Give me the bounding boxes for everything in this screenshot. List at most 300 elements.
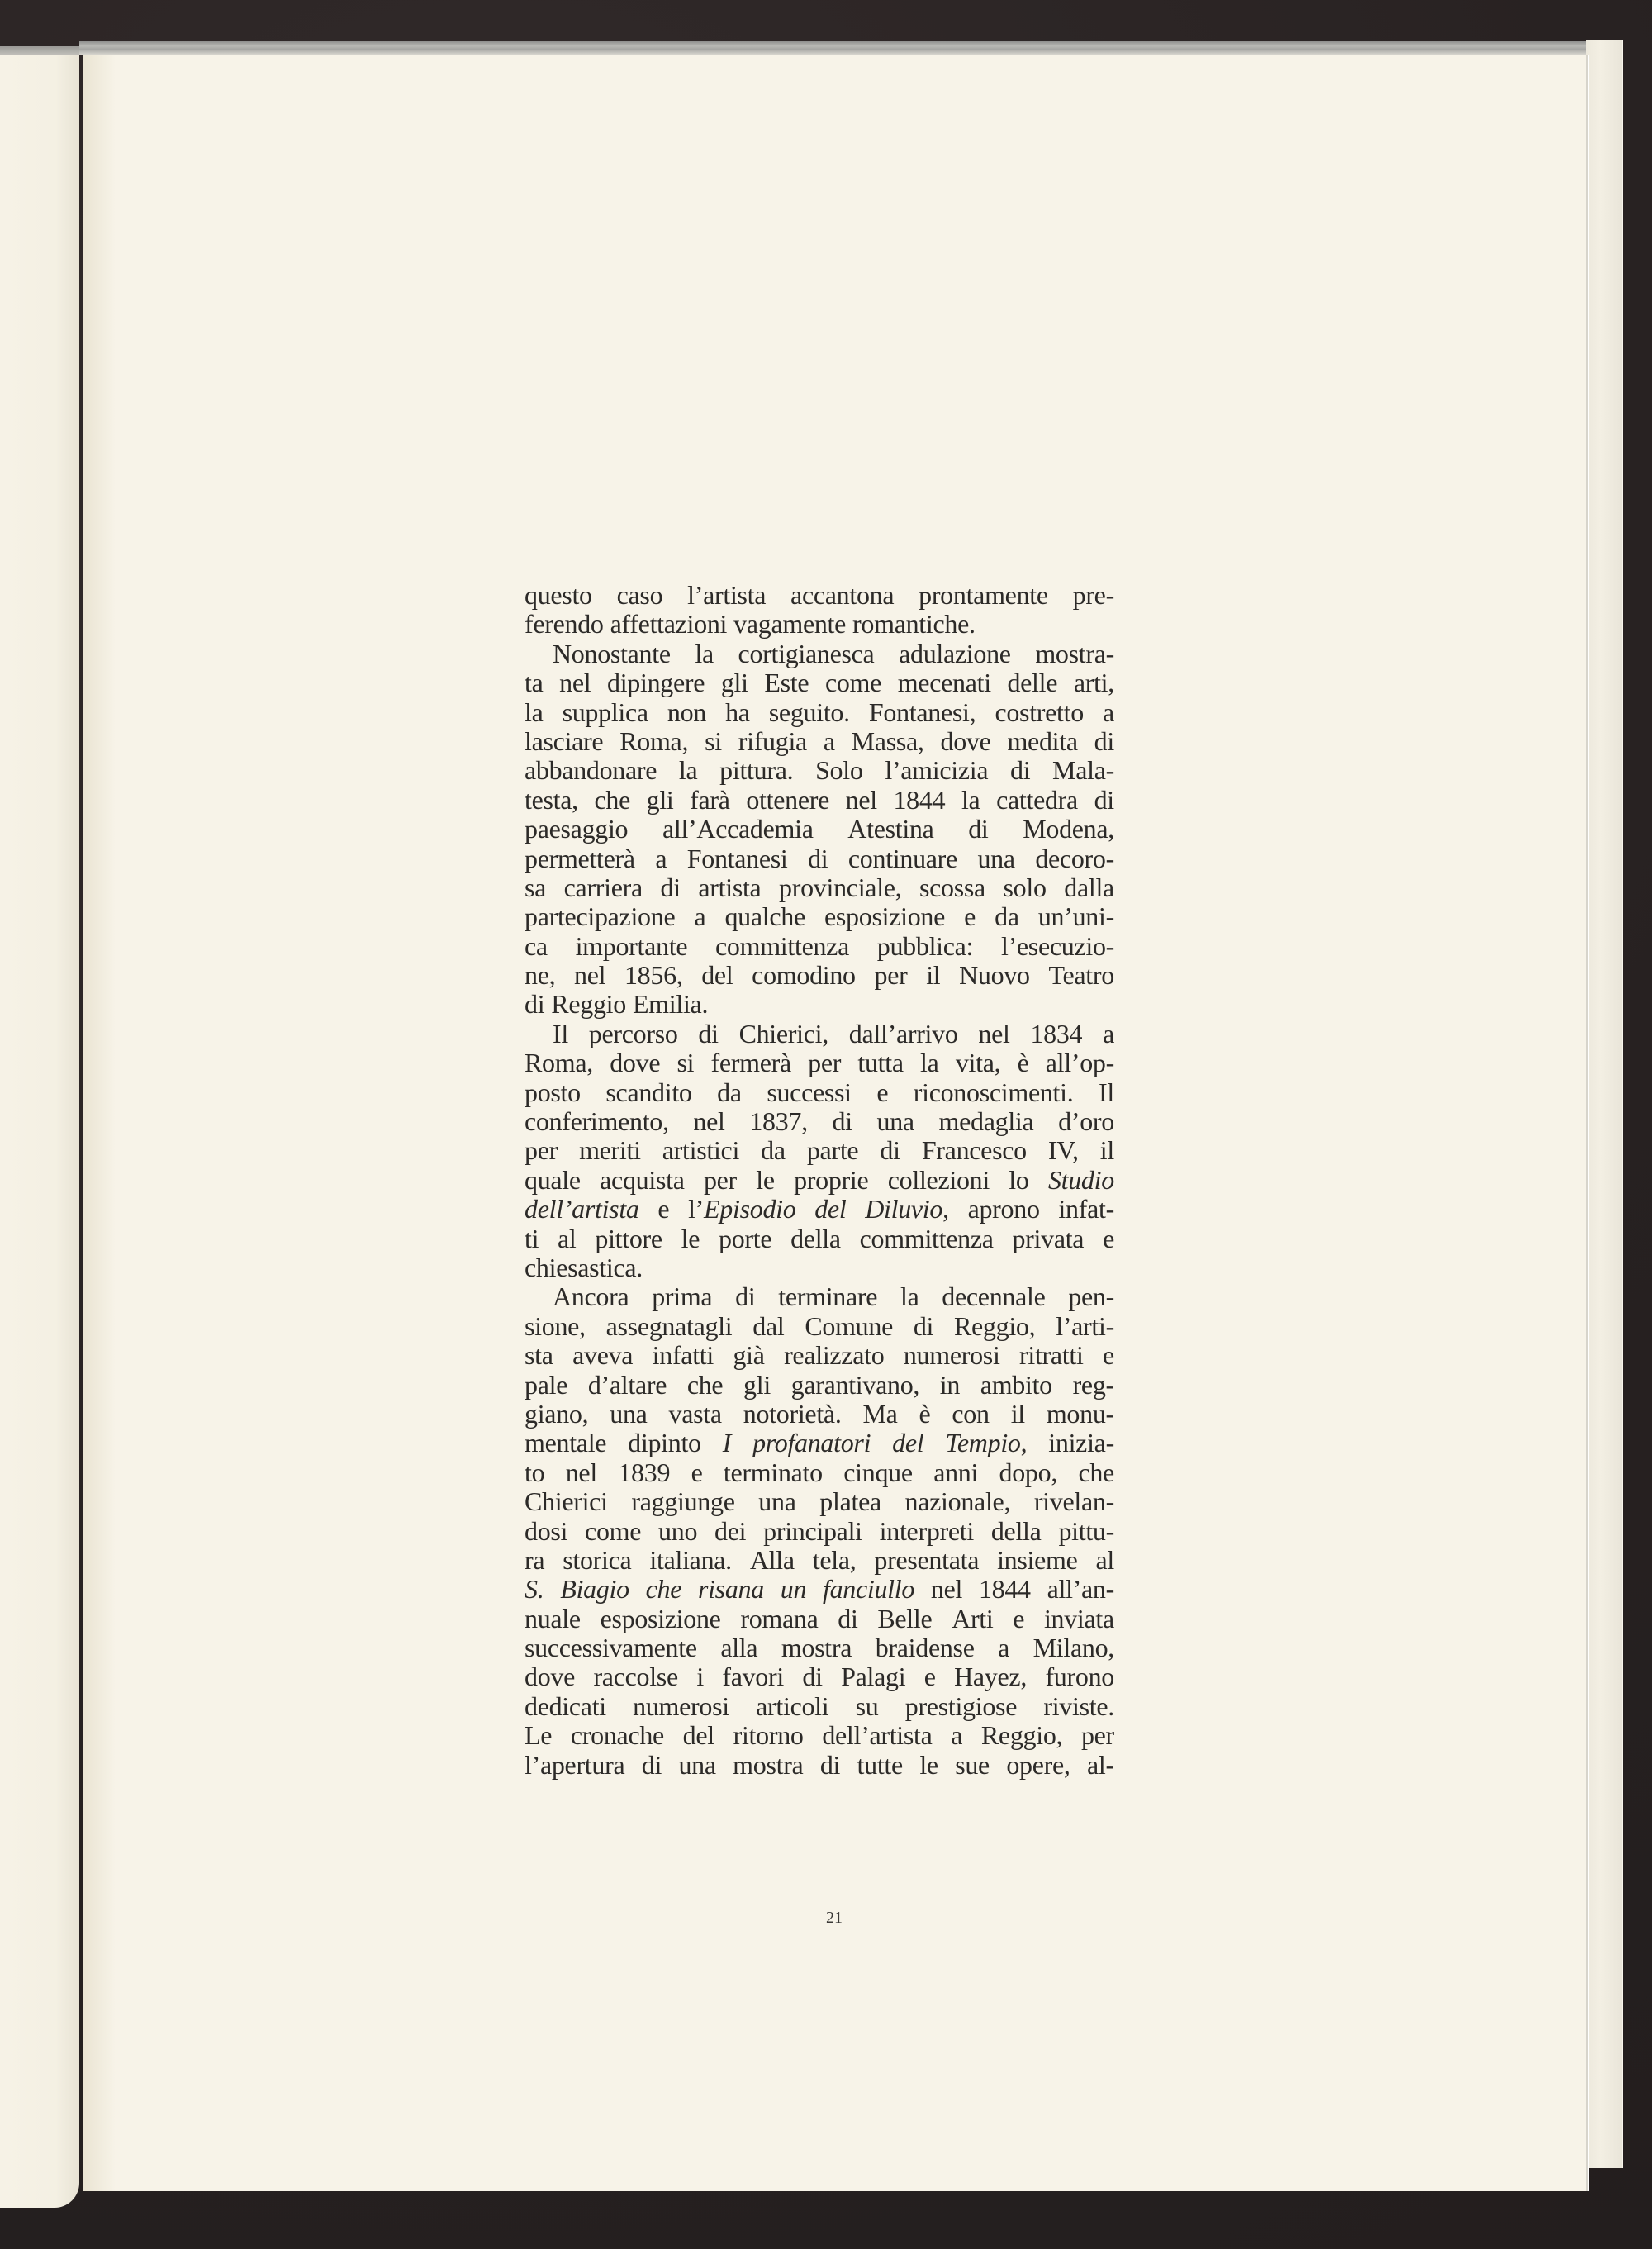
word: 1839: [618, 1457, 671, 1487]
word: dove: [525, 1662, 576, 1692]
word: assegnatagli: [605, 1310, 733, 1341]
word: i: [696, 1662, 704, 1692]
word: dalla: [1064, 872, 1114, 902]
word: della: [790, 1223, 841, 1253]
word: dove: [940, 725, 991, 756]
word: delle: [1007, 668, 1058, 698]
body-text: [525, 581, 1114, 1780]
word: cronache: [570, 1720, 664, 1751]
text-line: [525, 1575, 1114, 1604]
word: realizzato: [784, 1340, 885, 1371]
word: Il: [553, 1018, 568, 1048]
word: sue: [955, 1749, 990, 1780]
word: 1844: [893, 784, 946, 815]
word: adulazione: [899, 638, 1011, 668]
word: Reggio,: [953, 1310, 1036, 1341]
word: il: [926, 960, 941, 991]
word: ritorno: [733, 1720, 804, 1751]
word: cattedra: [996, 784, 1078, 815]
page-stack-right-edge: [1586, 40, 1623, 2168]
word: la: [695, 638, 714, 668]
word: al: [558, 1223, 577, 1253]
word: da: [995, 901, 1019, 932]
word: pen-: [1068, 1281, 1114, 1312]
word: a: [951, 1720, 963, 1751]
word: e: [691, 1457, 703, 1487]
word: che: [645, 1574, 682, 1605]
word: una: [678, 1749, 716, 1780]
word: all’Accademia: [662, 814, 814, 844]
word: dedicati: [525, 1690, 606, 1721]
word: seguito.: [768, 697, 850, 727]
word: committenza: [715, 930, 849, 961]
text-line: [525, 786, 1114, 815]
paragraph: [525, 640, 1114, 1020]
word: successi: [767, 1077, 852, 1107]
word: Chierici,: [738, 1018, 828, 1048]
word: partecipazione: [525, 901, 676, 932]
word: permetterà: [525, 843, 635, 873]
word: la: [678, 755, 698, 786]
text-line: [525, 1458, 1114, 1487]
text-line: [525, 1692, 1114, 1721]
word: le: [681, 1223, 700, 1253]
word: interpreti: [879, 1515, 974, 1546]
word: mostra-: [1035, 638, 1114, 668]
word: pittu-: [1058, 1515, 1114, 1546]
word: gli: [743, 1369, 771, 1400]
text-line: [525, 1020, 1114, 1048]
word: in: [939, 1369, 961, 1400]
word: provinciale,: [779, 872, 902, 902]
word: 1856,: [624, 960, 683, 991]
book-page: [83, 55, 1586, 2191]
word: di: [808, 843, 828, 873]
text-line: [525, 1253, 1114, 1282]
word: arti,: [1073, 668, 1114, 698]
word: come: [824, 668, 882, 698]
word: abbandonare: [525, 755, 657, 786]
word: per: [874, 960, 908, 991]
word: IV,: [1047, 1135, 1079, 1166]
word: numerosi: [633, 1690, 729, 1721]
word: collezioni: [887, 1164, 990, 1195]
word: importante: [575, 930, 688, 961]
word: il: [1010, 1398, 1025, 1429]
word: una: [876, 1106, 914, 1137]
text-line: [525, 902, 1114, 931]
text-line: [525, 932, 1114, 961]
word: a: [655, 843, 667, 873]
word: proprie: [794, 1164, 869, 1195]
word: testa,: [525, 784, 578, 815]
word: Fontanesi: [686, 843, 788, 873]
text-line: [525, 1048, 1114, 1077]
word: il: [1099, 1135, 1114, 1166]
word: le: [919, 1749, 938, 1780]
word: nel: [559, 668, 591, 698]
word: ha: [725, 697, 750, 727]
word: risana: [697, 1574, 764, 1605]
word: la: [961, 784, 980, 815]
word: pre-: [1072, 580, 1114, 610]
word: dei: [714, 1515, 747, 1546]
word: favori: [722, 1662, 784, 1692]
text-line: [525, 1633, 1114, 1662]
word: mentale: [525, 1428, 607, 1458]
text-line: [525, 961, 1114, 990]
word: ti: [525, 1223, 539, 1253]
text-line: [525, 1662, 1114, 1691]
word: romantiche.: [852, 609, 976, 640]
word: scossa: [919, 872, 985, 902]
word: a: [998, 1633, 1010, 1663]
word: italiana.: [649, 1544, 732, 1575]
page-number: 21: [826, 1909, 843, 1927]
word: a: [694, 901, 706, 932]
word: nuale: [525, 1603, 581, 1633]
word: cortigianesca: [738, 638, 875, 668]
word: pittura.: [719, 755, 794, 786]
word: braidense: [875, 1633, 975, 1663]
word: gli: [646, 784, 674, 815]
word: tutte: [857, 1749, 903, 1780]
word: Ancora: [553, 1281, 629, 1312]
word: da: [761, 1135, 786, 1166]
text-line: [525, 1721, 1114, 1750]
paragraph: [525, 1020, 1114, 1283]
word: Solo: [815, 755, 863, 786]
word: garantivano,: [790, 1369, 920, 1400]
word: ne,: [525, 960, 556, 991]
word: a: [1103, 1018, 1114, 1048]
word: pale: [525, 1369, 568, 1400]
text-line: [525, 1341, 1114, 1370]
word: Fontanesi,: [868, 697, 976, 727]
word: del: [701, 960, 733, 991]
word: aveva: [572, 1340, 634, 1371]
word: raggiunge: [631, 1486, 735, 1517]
word: medaglia: [938, 1106, 1034, 1137]
word: profanatori: [752, 1428, 871, 1458]
word: pubblica:: [876, 930, 974, 961]
word: lo: [1009, 1164, 1029, 1195]
word: uno: [658, 1515, 698, 1546]
word: e: [876, 1077, 889, 1107]
text-line: [525, 1487, 1114, 1516]
word: si: [676, 1048, 695, 1078]
word: committenza: [859, 1223, 994, 1253]
word: Milano,: [1032, 1633, 1114, 1663]
word: articoli: [756, 1690, 829, 1721]
word: la: [525, 697, 544, 727]
text-line: [525, 873, 1114, 902]
word: vagamente: [733, 609, 847, 640]
text-line: [525, 1195, 1114, 1224]
word: al: [1095, 1544, 1114, 1575]
word: l’esecuzio-: [1000, 930, 1114, 961]
word: inviata: [1043, 1603, 1114, 1633]
word: porte: [719, 1223, 772, 1253]
word: di: [802, 1662, 823, 1692]
word: che: [1078, 1457, 1114, 1487]
word: d’oro: [1058, 1106, 1114, 1137]
word: tela,: [812, 1544, 857, 1575]
word: raccolse: [593, 1662, 678, 1692]
word: dal: [752, 1310, 785, 1341]
text-line: [525, 1546, 1114, 1575]
word: sta: [525, 1340, 553, 1371]
word: al-: [1087, 1749, 1114, 1780]
text-line: [525, 1371, 1114, 1400]
word: di: [525, 989, 545, 1020]
word: le: [756, 1164, 775, 1195]
word: Modena,: [1023, 814, 1114, 844]
text-line: [525, 1400, 1114, 1429]
word: solo: [1003, 872, 1047, 902]
word: Francesco: [921, 1135, 1027, 1166]
word: del: [892, 1428, 924, 1458]
word: Tempio,: [945, 1428, 1028, 1458]
word: e: [1013, 1603, 1025, 1633]
paragraph: [525, 1282, 1114, 1780]
word: Biagio: [560, 1574, 629, 1605]
text-line: [525, 1429, 1114, 1457]
word: nel: [565, 1457, 597, 1487]
word: alla: [720, 1633, 758, 1663]
word: ferendo: [525, 609, 604, 640]
word: Studio: [1047, 1164, 1114, 1195]
word: 1837,: [749, 1106, 808, 1137]
word: Ma: [862, 1398, 898, 1429]
word: rifugia: [738, 725, 807, 756]
word: Roma,: [620, 725, 689, 756]
word: parte: [806, 1135, 859, 1166]
word: dell’artista: [822, 1720, 933, 1751]
word: Comune: [805, 1310, 893, 1341]
word: di: [1094, 725, 1114, 756]
word: di: [698, 1018, 719, 1048]
word: costretto: [995, 697, 1084, 727]
word: come: [585, 1515, 642, 1546]
word: numerosi: [903, 1340, 1000, 1371]
word: che: [686, 1369, 724, 1400]
word: 1844: [978, 1574, 1031, 1605]
text-line: [525, 1751, 1114, 1780]
word: l’apertura: [525, 1749, 625, 1780]
word: a: [1103, 697, 1114, 727]
word: Nuovo: [959, 960, 1030, 991]
word: I: [722, 1428, 732, 1458]
word: Le: [525, 1720, 553, 1751]
word: notorietà.: [743, 1398, 842, 1429]
word: di: [913, 1310, 934, 1341]
word: è: [919, 1398, 931, 1429]
word: reg-: [1072, 1369, 1114, 1400]
text-line: [525, 640, 1114, 668]
word: Reggio,: [980, 1720, 1063, 1751]
word: carriera: [563, 872, 643, 902]
word: meriti: [579, 1135, 641, 1166]
word: mecenati: [897, 668, 991, 698]
word: un: [780, 1574, 807, 1605]
text-line: [525, 1107, 1114, 1136]
word: nel: [978, 1018, 1010, 1048]
word: prima: [652, 1281, 713, 1312]
word: del: [682, 1720, 714, 1751]
word: ra: [525, 1544, 545, 1575]
word: di: [838, 1603, 858, 1633]
word: Diluvio,: [865, 1194, 949, 1224]
word: artistici: [662, 1135, 740, 1166]
word: per: [703, 1164, 737, 1195]
word: per: [1080, 1720, 1114, 1751]
word: su: [855, 1690, 879, 1721]
word: una: [610, 1398, 648, 1429]
text-line: [525, 1517, 1114, 1546]
word: di: [1094, 784, 1114, 815]
word: Roma,: [525, 1048, 593, 1078]
word: una: [977, 843, 1015, 873]
word: ca: [525, 930, 548, 961]
word: per: [525, 1135, 558, 1166]
word: supplica: [562, 697, 648, 727]
facing-page-left: [0, 55, 79, 2208]
word: all’op-: [1045, 1048, 1114, 1078]
word: infatti: [652, 1340, 714, 1371]
word: e: [1103, 1340, 1114, 1371]
word: riviste.: [1043, 1690, 1114, 1721]
word: della: [990, 1515, 1042, 1546]
text-line: [525, 668, 1114, 697]
text-line: [525, 1078, 1114, 1107]
word: esposizione: [824, 901, 945, 932]
word: continuare: [847, 843, 957, 873]
word: artista: [698, 872, 762, 902]
word: Il: [1098, 1077, 1114, 1107]
word: mostra: [733, 1749, 804, 1780]
word: decoro-: [1035, 843, 1114, 873]
word: l’amicizia: [885, 755, 989, 786]
word: comodino: [752, 960, 856, 991]
word: di: [735, 1281, 756, 1312]
word: nazionale,: [904, 1486, 1011, 1517]
word: a: [823, 725, 835, 756]
word: di: [968, 814, 989, 844]
word: nel: [930, 1574, 963, 1605]
word: anni: [933, 1457, 979, 1487]
text-line: [525, 990, 1114, 1019]
word: terminato: [723, 1457, 823, 1487]
word: e: [964, 901, 976, 932]
word: è: [1017, 1048, 1029, 1078]
word: Mala-: [1052, 755, 1114, 786]
word: nel: [693, 1106, 725, 1137]
word: una: [758, 1486, 796, 1517]
word: di: [1010, 755, 1031, 786]
word: giano,: [525, 1398, 589, 1429]
word: scandito: [605, 1077, 692, 1107]
word: prestigiose: [904, 1690, 1018, 1721]
word: Atestina: [847, 814, 934, 844]
word: pittore: [595, 1223, 662, 1253]
word: di: [641, 1749, 662, 1780]
word: Emilia.: [632, 989, 709, 1020]
word: Belle: [877, 1603, 933, 1633]
word: gli: [720, 668, 748, 698]
word: ottenere: [746, 784, 829, 815]
text-line: [525, 1166, 1114, 1195]
word: ta: [525, 668, 544, 698]
text-line: [525, 1312, 1114, 1341]
word: conferimento,: [525, 1106, 669, 1137]
word: insieme: [997, 1544, 1078, 1575]
word: di: [880, 1135, 900, 1166]
word: nel: [845, 784, 877, 815]
word: riconoscimenti.: [913, 1077, 1074, 1107]
word: Nonostante: [553, 638, 671, 668]
word: ritratti: [1019, 1340, 1084, 1371]
word: S.: [525, 1574, 544, 1605]
word: e: [923, 1662, 936, 1692]
word: e: [1103, 1223, 1114, 1253]
word: Chierici: [525, 1486, 608, 1517]
word: storica: [563, 1544, 632, 1575]
word: 1834: [1030, 1018, 1083, 1048]
word: affettazioni: [610, 609, 728, 640]
word: che: [594, 784, 630, 815]
word: Este: [764, 668, 809, 698]
text-line: [525, 756, 1114, 785]
word: l’arti-: [1056, 1310, 1114, 1341]
word: acquista: [600, 1164, 685, 1195]
word: l’Episodio: [688, 1194, 796, 1224]
word: Reggio: [551, 989, 626, 1020]
text-line: [525, 727, 1114, 756]
word: Palagi: [841, 1662, 906, 1692]
text-line: [525, 1282, 1114, 1311]
text-line: [525, 815, 1114, 844]
text-line: [525, 581, 1114, 610]
word: l’artista: [687, 580, 767, 610]
word: privata: [1012, 1223, 1085, 1253]
word: di: [819, 1749, 841, 1780]
word: platea: [819, 1486, 881, 1517]
word: furono: [1045, 1662, 1114, 1692]
word: dall’arrivo: [848, 1018, 958, 1048]
word: dipingere: [607, 668, 705, 698]
word: inizia-: [1048, 1428, 1114, 1458]
word: Massa,: [851, 725, 924, 756]
word: aprono: [967, 1194, 1040, 1224]
word: con: [952, 1398, 990, 1429]
word: Arti: [952, 1603, 994, 1633]
word: qualche: [724, 901, 805, 932]
word: sione,: [525, 1310, 586, 1341]
word: un’uni-: [1037, 901, 1114, 932]
word: la: [900, 1281, 919, 1312]
word: dipinto: [628, 1428, 701, 1458]
word: farà: [690, 784, 730, 815]
word: opere,: [1006, 1749, 1070, 1780]
text-line: [525, 1224, 1114, 1253]
word: monu-: [1046, 1398, 1114, 1429]
word: prontamente: [919, 580, 1048, 610]
word: dopo,: [999, 1457, 1058, 1487]
word: vita,: [955, 1048, 1001, 1078]
word: la: [920, 1048, 939, 1078]
text-line: [525, 844, 1114, 873]
